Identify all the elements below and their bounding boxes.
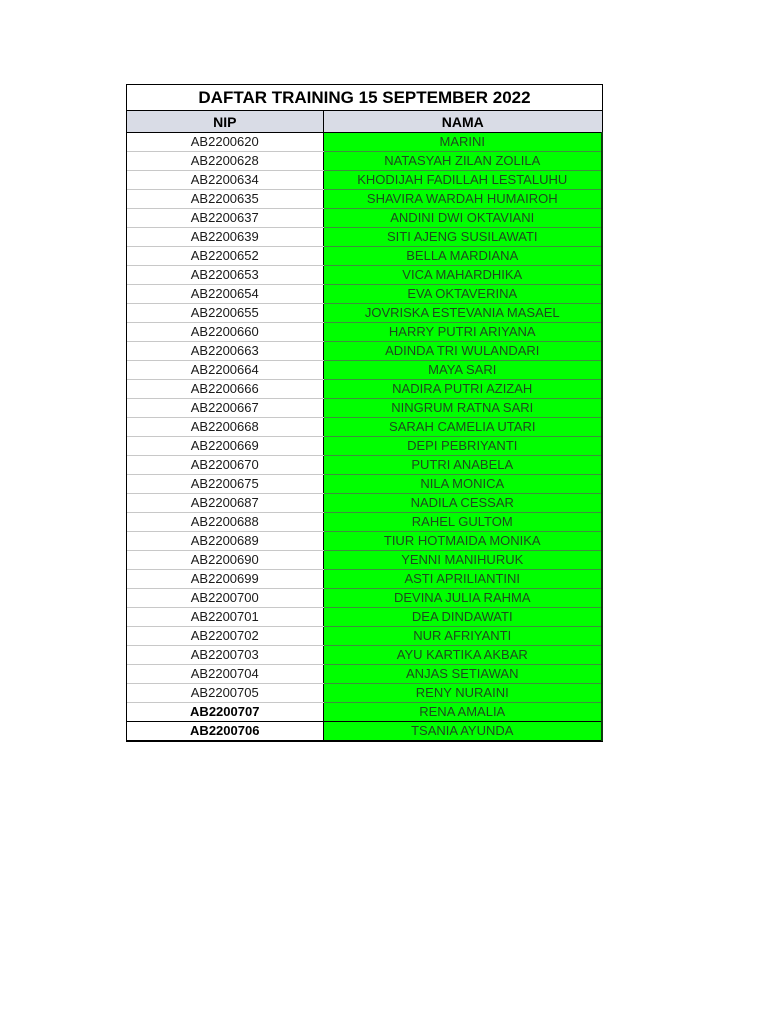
table-row: [127, 418, 602, 437]
nip-cell: AB2200637: [127, 209, 323, 228]
table-row: [127, 209, 602, 228]
table-row: [127, 190, 602, 209]
nip-cell: AB2200689: [127, 532, 323, 551]
nip-cell: AB2200663: [127, 342, 323, 361]
table-body: [127, 133, 602, 741]
nama-cell: ASTI APRILIANTINI: [323, 570, 602, 589]
nip-cell: AB2200687: [127, 494, 323, 513]
nama-cell: DEA DINDAWATI: [323, 608, 602, 627]
nip-cell: AB2200675: [127, 475, 323, 494]
table-row: [127, 532, 602, 551]
table-row: [127, 323, 602, 342]
nama-cell: RENA AMALIA: [323, 703, 602, 722]
table-row: [127, 627, 602, 646]
nama-cell: HARRY PUTRI ARIYANA: [323, 323, 602, 342]
header-row: [127, 111, 602, 133]
nip-cell: AB2200702: [127, 627, 323, 646]
nama-cell: TSANIA AYUNDA: [323, 722, 602, 741]
nip-cell: AB2200688: [127, 513, 323, 532]
nip-cell: AB2200655: [127, 304, 323, 323]
nip-cell: AB2200635: [127, 190, 323, 209]
nip-cell: AB2200664: [127, 361, 323, 380]
table-row: [127, 361, 602, 380]
nama-cell: AYU KARTIKA AKBAR: [323, 646, 602, 665]
nama-column-header: NAMA: [323, 111, 602, 133]
nip-cell: AB2200704: [127, 665, 323, 684]
table-row: [127, 646, 602, 665]
nip-cell: AB2200690: [127, 551, 323, 570]
table-row: [127, 684, 602, 703]
nama-cell: KHODIJAH FADILLAH LESTALUHU: [323, 171, 602, 190]
nip-cell: AB2200620: [127, 133, 323, 152]
table-row: [127, 456, 602, 475]
nama-cell: NADILA CESSAR: [323, 494, 602, 513]
nip-cell: AB2200700: [127, 589, 323, 608]
table-row: [127, 152, 602, 171]
nama-cell: PUTRI ANABELA: [323, 456, 602, 475]
nip-cell: AB2200705: [127, 684, 323, 703]
nama-cell: JOVRISKA ESTEVANIA MASAEL: [323, 304, 602, 323]
nama-cell: VICA MAHARDHIKA: [323, 266, 602, 285]
table-row: [127, 722, 602, 741]
nip-cell: AB2200628: [127, 152, 323, 171]
nip-cell: AB2200639: [127, 228, 323, 247]
nip-cell: AB2200706: [127, 722, 323, 741]
nama-cell: YENNI MANIHURUK: [323, 551, 602, 570]
nip-cell: AB2200670: [127, 456, 323, 475]
table-row: [127, 380, 602, 399]
table-row: [127, 285, 602, 304]
table-row: [127, 551, 602, 570]
nip-column-header: NIP: [127, 111, 323, 133]
nip-cell: AB2200707: [127, 703, 323, 722]
nama-cell: NINGRUM RATNA SARI: [323, 399, 602, 418]
table-row: [127, 171, 602, 190]
nama-cell: TIUR HOTMAIDA MONIKA: [323, 532, 602, 551]
nip-cell: AB2200669: [127, 437, 323, 456]
table-row: [127, 665, 602, 684]
nama-cell: SITI AJENG SUSILAWATI: [323, 228, 602, 247]
nama-cell: NUR AFRIYANTI: [323, 627, 602, 646]
nama-cell: EVA OKTAVERINA: [323, 285, 602, 304]
table-row: [127, 247, 602, 266]
nip-cell: AB2200654: [127, 285, 323, 304]
training-list-sheet: [126, 84, 603, 742]
nama-cell: ADINDA TRI WULANDARI: [323, 342, 602, 361]
table-row: [127, 437, 602, 456]
table-row: [127, 570, 602, 589]
nip-cell: AB2200666: [127, 380, 323, 399]
table-row: [127, 703, 602, 722]
nip-cell: AB2200701: [127, 608, 323, 627]
nip-cell: AB2200653: [127, 266, 323, 285]
nama-cell: RENY NURAINI: [323, 684, 602, 703]
nama-cell: NATASYAH ZILAN ZOLILA: [323, 152, 602, 171]
table-row: [127, 266, 602, 285]
table-row: [127, 228, 602, 247]
nama-cell: NADIRA PUTRI AZIZAH: [323, 380, 602, 399]
nama-cell: NILA MONICA: [323, 475, 602, 494]
nama-cell: SHAVIRA WARDAH HUMAIROH: [323, 190, 602, 209]
nama-cell: BELLA MARDIANA: [323, 247, 602, 266]
nip-cell: AB2200699: [127, 570, 323, 589]
nip-cell: AB2200652: [127, 247, 323, 266]
nama-cell: MAYA SARI: [323, 361, 602, 380]
nip-cell: AB2200668: [127, 418, 323, 437]
table-row: [127, 475, 602, 494]
nama-cell: DEPI PEBRIYANTI: [323, 437, 602, 456]
table-row: [127, 513, 602, 532]
nip-cell: AB2200703: [127, 646, 323, 665]
table-row: [127, 608, 602, 627]
nip-cell: AB2200634: [127, 171, 323, 190]
nama-cell: ANDINI DWI OKTAVIANI: [323, 209, 602, 228]
nama-cell: RAHEL GULTOM: [323, 513, 602, 532]
sheet-title: DAFTAR TRAINING 15 SEPTEMBER 2022: [127, 85, 602, 111]
table-row: [127, 399, 602, 418]
table-row: [127, 304, 602, 323]
nama-cell: DEVINA JULIA RAHMA: [323, 589, 602, 608]
nip-cell: AB2200660: [127, 323, 323, 342]
nama-cell: SARAH CAMELIA UTARI: [323, 418, 602, 437]
nama-cell: MARINI: [323, 133, 602, 152]
training-table: [127, 111, 603, 741]
table-row: [127, 133, 602, 152]
nama-cell: ANJAS SETIAWAN: [323, 665, 602, 684]
table-row: [127, 589, 602, 608]
table-row: [127, 342, 602, 361]
nip-cell: AB2200667: [127, 399, 323, 418]
table-row: [127, 494, 602, 513]
